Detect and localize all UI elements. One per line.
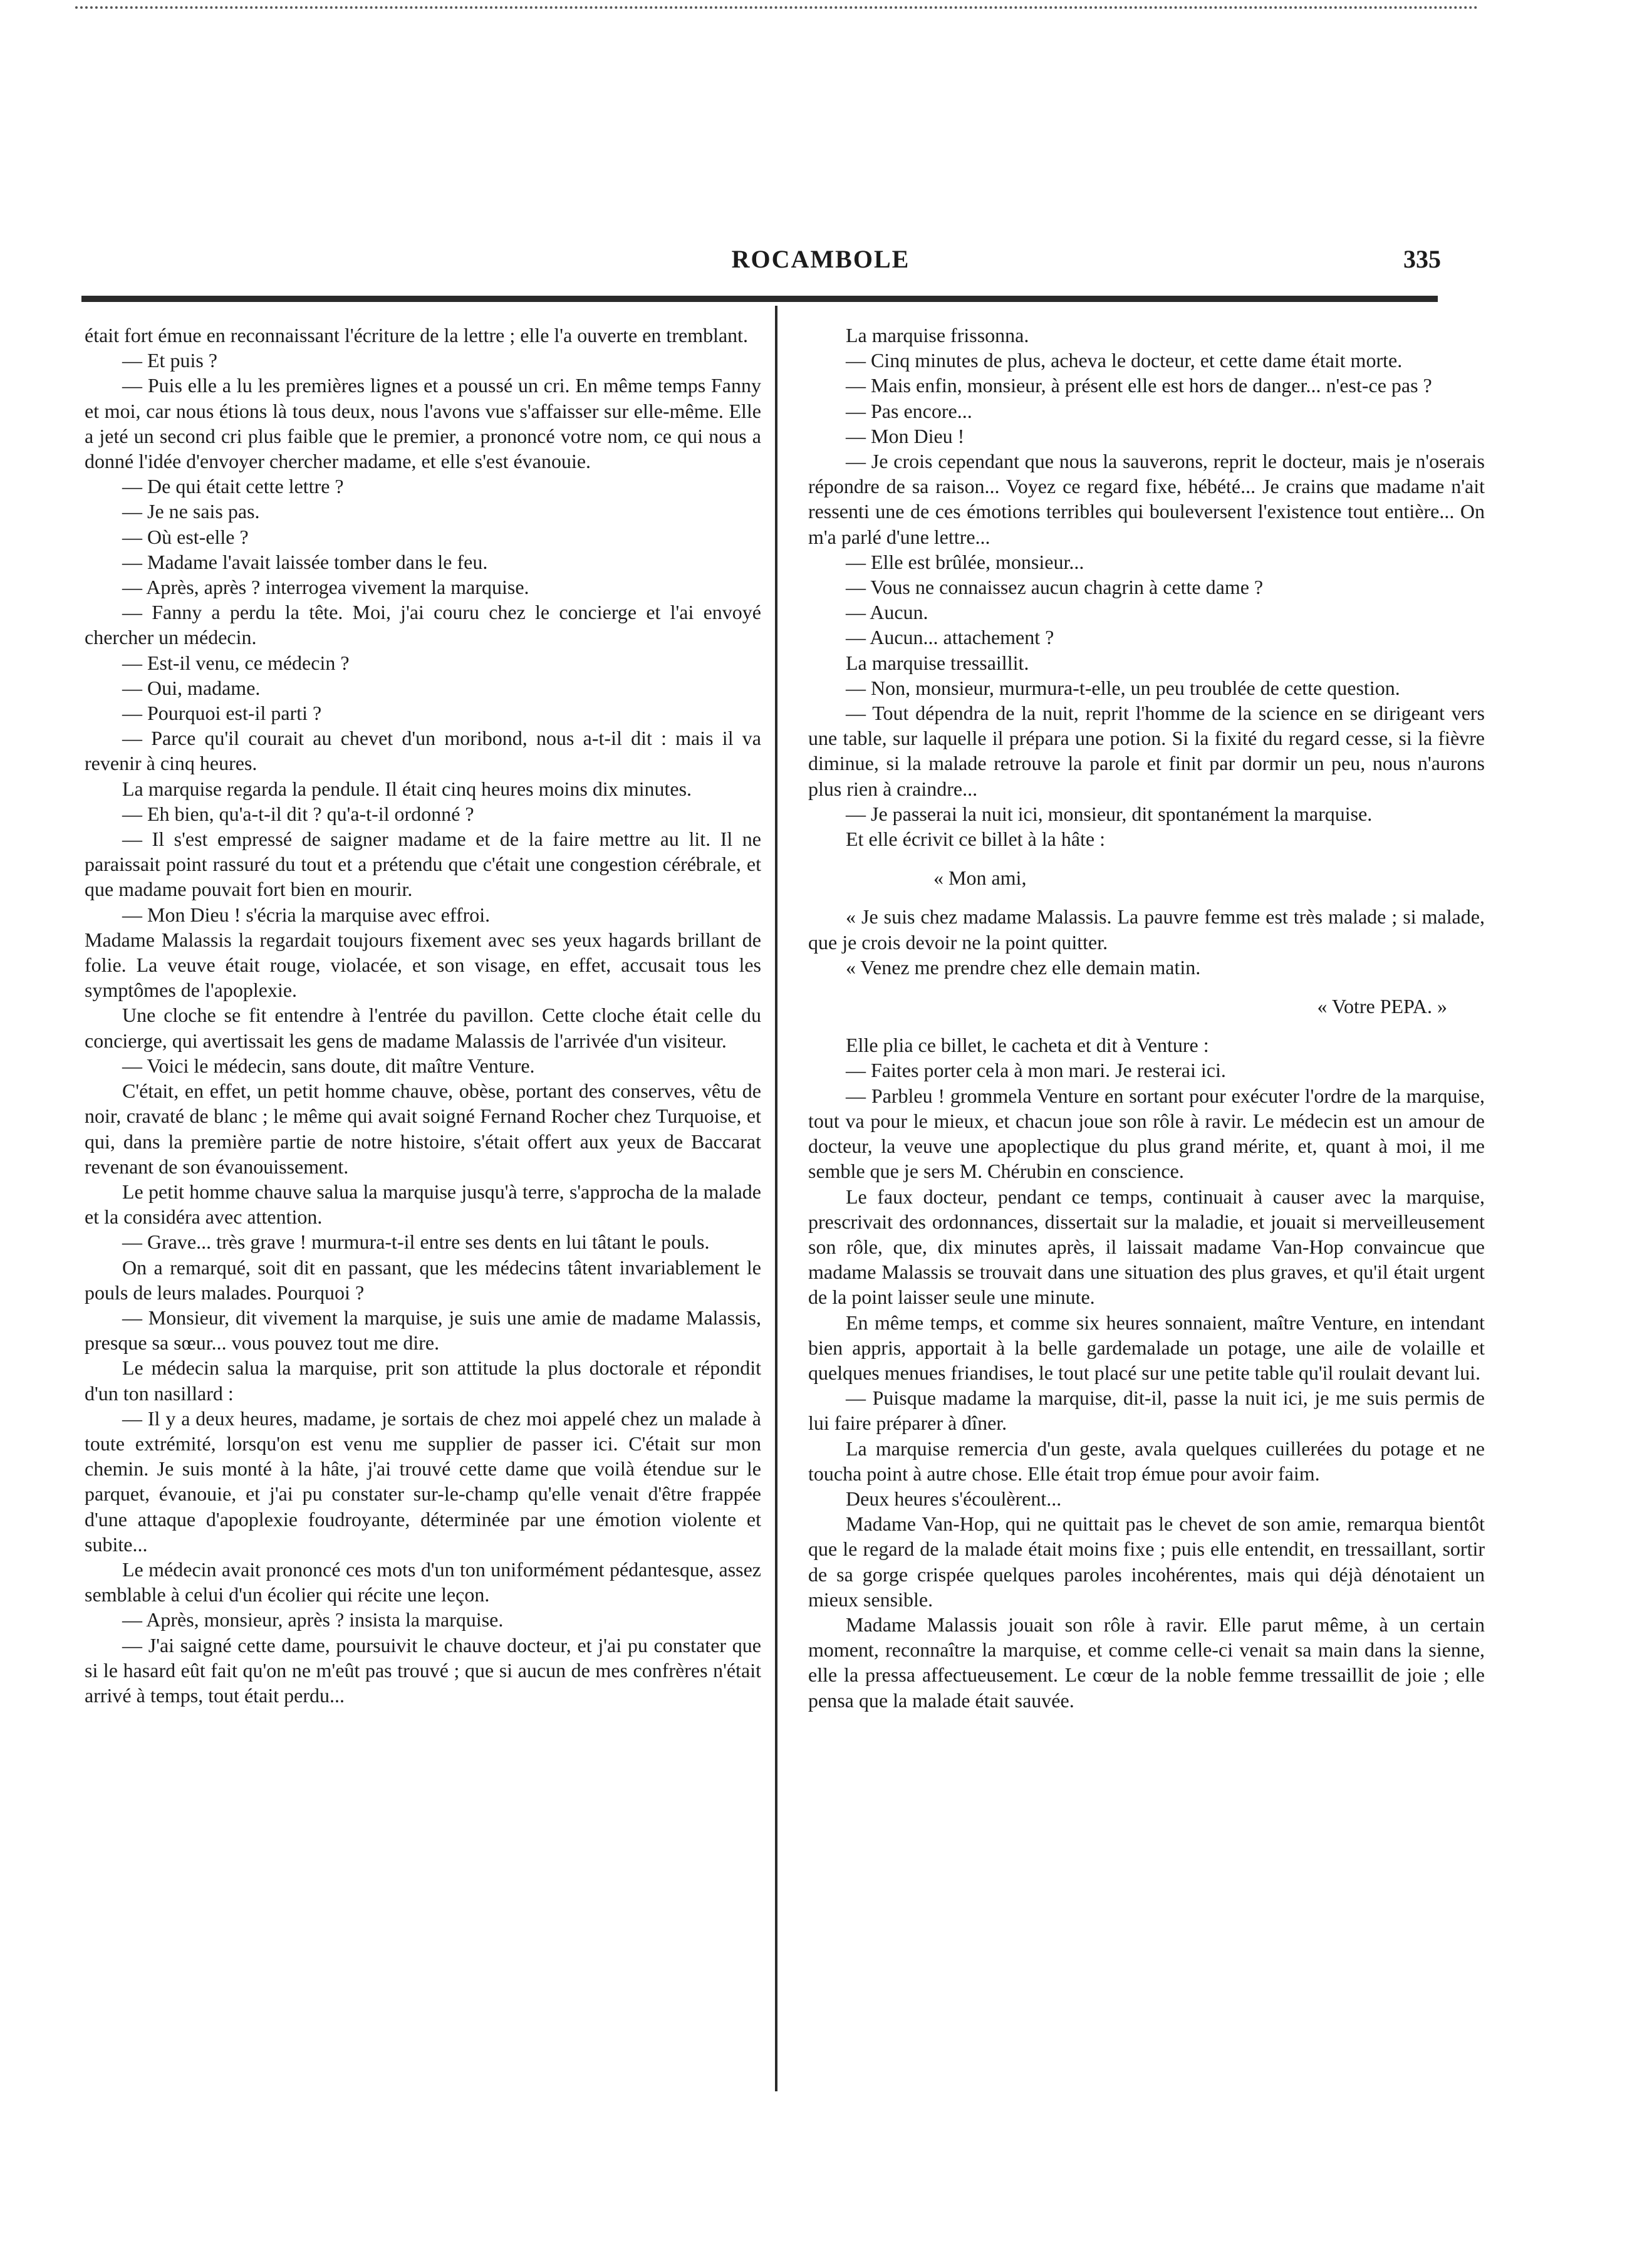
paragraph: — Fanny a perdu la tête. Moi, j'ai couru chez le concierge et l'ai envoyé chercher un médecin.: [85, 601, 761, 649]
paragraph: — Où est-elle ?: [122, 525, 249, 548]
paragraph: Et elle écrivit ce billet à la hâte :: [846, 828, 1106, 851]
paragraph: La marquise tressaillit.: [846, 651, 1029, 674]
paragraph: — Après, après ? interrogea vivement la marquise.: [122, 576, 529, 599]
page-header: [0, 244, 1632, 282]
paragraph: Madame Malassis la regardait toujours fixement avec ses yeux hagards brillant de folie. La veuve était rouge, violacée, et son visage, en effet, accusait tous les symptômes de l'apoplexie.: [85, 928, 761, 1002]
paragraph: — Aucun... attachement ?: [846, 626, 1054, 649]
paragraph: — Puis elle a lu les premières lignes et a poussé un cri. En même temps Fanny et moi, car nous étions là tous deux, nous l'avons vue s'affaisser sur elle-même. Elle a jeté un second cri plus faible que le premier, a prononcé votre nom, ce qui nous a donné l'idée d'envoyer chercher madame, et elle s'est évanouie.: [85, 374, 761, 473]
paragraph: Elle plia ce billet, le cacheta et dit à Venture :: [846, 1034, 1209, 1057]
paragraph: Le médecin salua la marquise, prit son attitude la plus doctorale et répondit d'un ton nasillard :: [85, 1356, 761, 1405]
paragraph: Le faux docteur, pendant ce temps, continuait à causer avec la marquise, prescrivait des ordonnances, dissertait sur la maladie, et jouait si merveilleusement son rôle, que, dix minutes après, il laissait madame Van-Hop convaincue que madame Malassis se trouvait dans une situation des plus graves, et qu'il était urgent de la point laisser seule une minute.: [808, 1185, 1485, 1309]
paragraph: — Et puis ?: [122, 349, 217, 372]
paragraph: était fort émue en reconnaissant l'écriture de la lettre ; elle l'a ouverte en tremblant.: [85, 324, 749, 346]
paragraph: — Monsieur, dit vivement la marquise, je suis une amie de madame Malassis, presque sa sœur... vous pouvez tout me dire.: [85, 1306, 761, 1355]
paragraph: Le petit homme chauve salua la marquise jusqu'à terre, s'approcha de la malade et la considéra avec attention.: [85, 1180, 761, 1229]
paragraph: — De qui était cette lettre ?: [122, 475, 344, 498]
paragraph: — Après, monsieur, après ? insista la marquise.: [122, 1608, 504, 1631]
paragraph: — Est-il venu, ce médecin ?: [122, 651, 350, 674]
column-divider: [775, 306, 777, 2091]
paragraph: — Puisque madame la marquise, dit-il, passe la nuit ici, je me suis permis de lui faire préparer à dîner.: [808, 1386, 1485, 1435]
paragraph: C'était, en effet, un petit homme chauve, obèse, portant des conserves, vêtu de noir, cravaté de blanc ; le même qui avait soigné Fernand Rocher chez Turquoise, et qui, dans la première partie de notre histoire, s'était offert aux yeux de Baccarat revenant de son évanouissement.: [85, 1079, 761, 1178]
paragraph: Madame Malassis jouait son rôle à ravir. Elle parut même, à un certain moment, reconnaître la marquise, et comme celle-ci venait sa main dans la sienne, elle la pressa affectueusement. Le cœur de la noble femme tressaillit de joie ; elle pensa que la malade était sauvée.: [808, 1613, 1485, 1712]
scan-top-edge: [75, 6, 1479, 9]
paragraph: — Grave... très grave ! murmura-t-il entre ses dents en lui tâtant le pouls.: [122, 1230, 710, 1254]
paragraph: — Parbleu ! grommela Venture en sortant pour exécuter l'ordre de la marquise, tout va pour le mieux, et chacun joue son rôle à ravir. Le médecin est un amour de docteur, la veuve une apoplectique du plus grand mérite, et, quant à moi, il me semble que je sers M. Chérubin en conscience.: [808, 1084, 1485, 1183]
paragraph: On a remarqué, soit dit en passant, que les médecins tâtent invariablement le pouls de leurs malades. Pourquoi ?: [85, 1256, 761, 1304]
paragraph: La marquise frissonna.: [846, 324, 1029, 346]
paragraph: — Il s'est empressé de saigner madame et de la faire mettre au lit. Il ne paraissait point rassuré du tout et a prétendu que c'était une congestion cérébrale, et que madame pouvait fort bien en mourir.: [85, 828, 761, 901]
paragraph: — J'ai saigné cette dame, poursuivit le chauve docteur, et j'ai pu constater que si le hasard eût fait qu'on ne m'eût pas trouvé ; que si aucun de mes confrères n'était arrivé à temps, tout était perdu...: [85, 1633, 761, 1707]
paragraph: Deux heures s'écoulèrent...: [846, 1487, 1062, 1510]
paragraph: Le médecin avait prononcé ces mots d'un ton uniformément pédantesque, assez semblable à celui d'un écolier qui récite une leçon.: [85, 1558, 761, 1606]
paragraph: Madame Van-Hop, qui ne quittait pas le chevet de son amie, remarqua bientôt que le regard de la malade était moins fixe ; puis elle entendit, en tressaillant, sortir de sa gorge crispée quelques paroles incohérentes, mais qui déjà dénotaient un mieux sensible.: [808, 1512, 1485, 1611]
letter-body: « Venez me prendre chez elle demain matin.: [846, 955, 1201, 979]
paragraph: En même temps, et comme six heures sonnaient, maître Venture, en intendant bien appris, apportait à la belle gardemalade un potage, une aile de volaille et quelques menues friandises, le tout placé sur une petite table qu'il roulait devant lui.: [808, 1311, 1485, 1384]
paragraph: — Cinq minutes de plus, acheva le docteur, et cette dame était morte.: [846, 349, 1403, 372]
paragraph: — Pourquoi est-il parti ?: [122, 702, 322, 725]
paragraph: — Mon Dieu !: [846, 424, 965, 447]
paragraph: — Madame l'avait laissée tomber dans le feu.: [122, 550, 488, 573]
paragraph: — Je crois cependant que nous la sauverons, reprit le docteur, mais je n'oserais répondre de sa raison... Voyez ce regard fixe, hébété... Je crains que madame n'ait ressenti une de ces émotions terribles qui bouleversent l'existence tout entière... On m'a parlé d'une lettre...: [808, 450, 1485, 548]
paragraph: — Eh bien, qu'a-t-il dit ? qu'a-t-il ordonné ?: [122, 802, 474, 825]
page-number: 335: [1403, 245, 1441, 273]
paragraph: La marquise regarda la pendule. Il était cinq heures moins dix minutes.: [122, 777, 692, 800]
paragraph: — Oui, madame.: [122, 676, 261, 699]
paragraph: — Parce qu'il courait au chevet d'un moribond, nous a-t-il dit : mais il va revenir à cinq heures.: [85, 727, 761, 775]
paragraph: — Mais enfin, monsieur, à présent elle est hors de danger... n'est-ce pas ?: [846, 374, 1432, 397]
letter-salutation: « Mon ami,: [933, 866, 1027, 890]
paragraph: — Je passerai la nuit ici, monsieur, dit spontanément la marquise.: [846, 802, 1373, 825]
paragraph: La marquise remercia d'un geste, avala quelques cuillerées du potage et ne toucha point à autre chose. Elle était trop émue pour avoir faim.: [808, 1437, 1485, 1485]
paragraph: — Voici le médecin, sans doute, dit maître Venture.: [122, 1054, 535, 1077]
right-column: [808, 323, 1485, 2108]
header-rule: [81, 296, 1438, 302]
left-column: [85, 323, 761, 2108]
paragraph: — Il y a deux heures, madame, je sortais de chez moi appelé chez un malade à toute extrémité, lorsqu'on est venu me supplier de passer ici. C'était sur mon chemin. Je suis monté à la hâte, j'ai trouvé cette dame que voilà étendue sur le parquet, évanouie, et j'ai pu constater sur-le-champ qu'elle venait d'être frappée d'une attaque d'apoplexie foudroyante, déterminée par une émotion violente et subite...: [85, 1407, 761, 1556]
letter-signature: « Votre PEPA. »: [1317, 995, 1447, 1018]
paragraph: — Faites porter cela à mon mari. Je resterai ici.: [846, 1059, 1226, 1082]
paragraph: — Je ne sais pas.: [122, 500, 260, 523]
paragraph: — Tout dépendra de la nuit, reprit l'homme de la science en se dirigeant vers une table, sur laquelle il prépara une potion. Si la fixité du regard cesse, si la fièvre diminue, si la malade retrouve la parole et finit par dormir un peu, nous n'aurons plus rien à craindre...: [808, 702, 1485, 800]
letter-body: « Je suis chez madame Malassis. La pauvre femme est très malade ; si malade, que je crois devoir ne la point quitter.: [808, 905, 1485, 954]
paragraph: — Aucun.: [846, 601, 928, 624]
paragraph: Une cloche se fit entendre à l'entrée du pavillon. Cette cloche était celle du concierge, qui avertissait les gens de madame Malassis de l'arrivée d'un visiteur.: [85, 1004, 761, 1052]
running-title: ROCAMBOLE: [731, 245, 910, 273]
paragraph: — Vous ne connaissez aucun chagrin à cette dame ?: [846, 576, 1264, 599]
paragraph: — Mon Dieu ! s'écria la marquise avec effroi.: [122, 903, 491, 926]
paragraph: — Elle est brûlée, monsieur...: [846, 550, 1084, 573]
paragraph: — Pas encore...: [846, 399, 972, 422]
paragraph: — Non, monsieur, murmura-t-elle, un peu troublée de cette question.: [846, 676, 1400, 699]
